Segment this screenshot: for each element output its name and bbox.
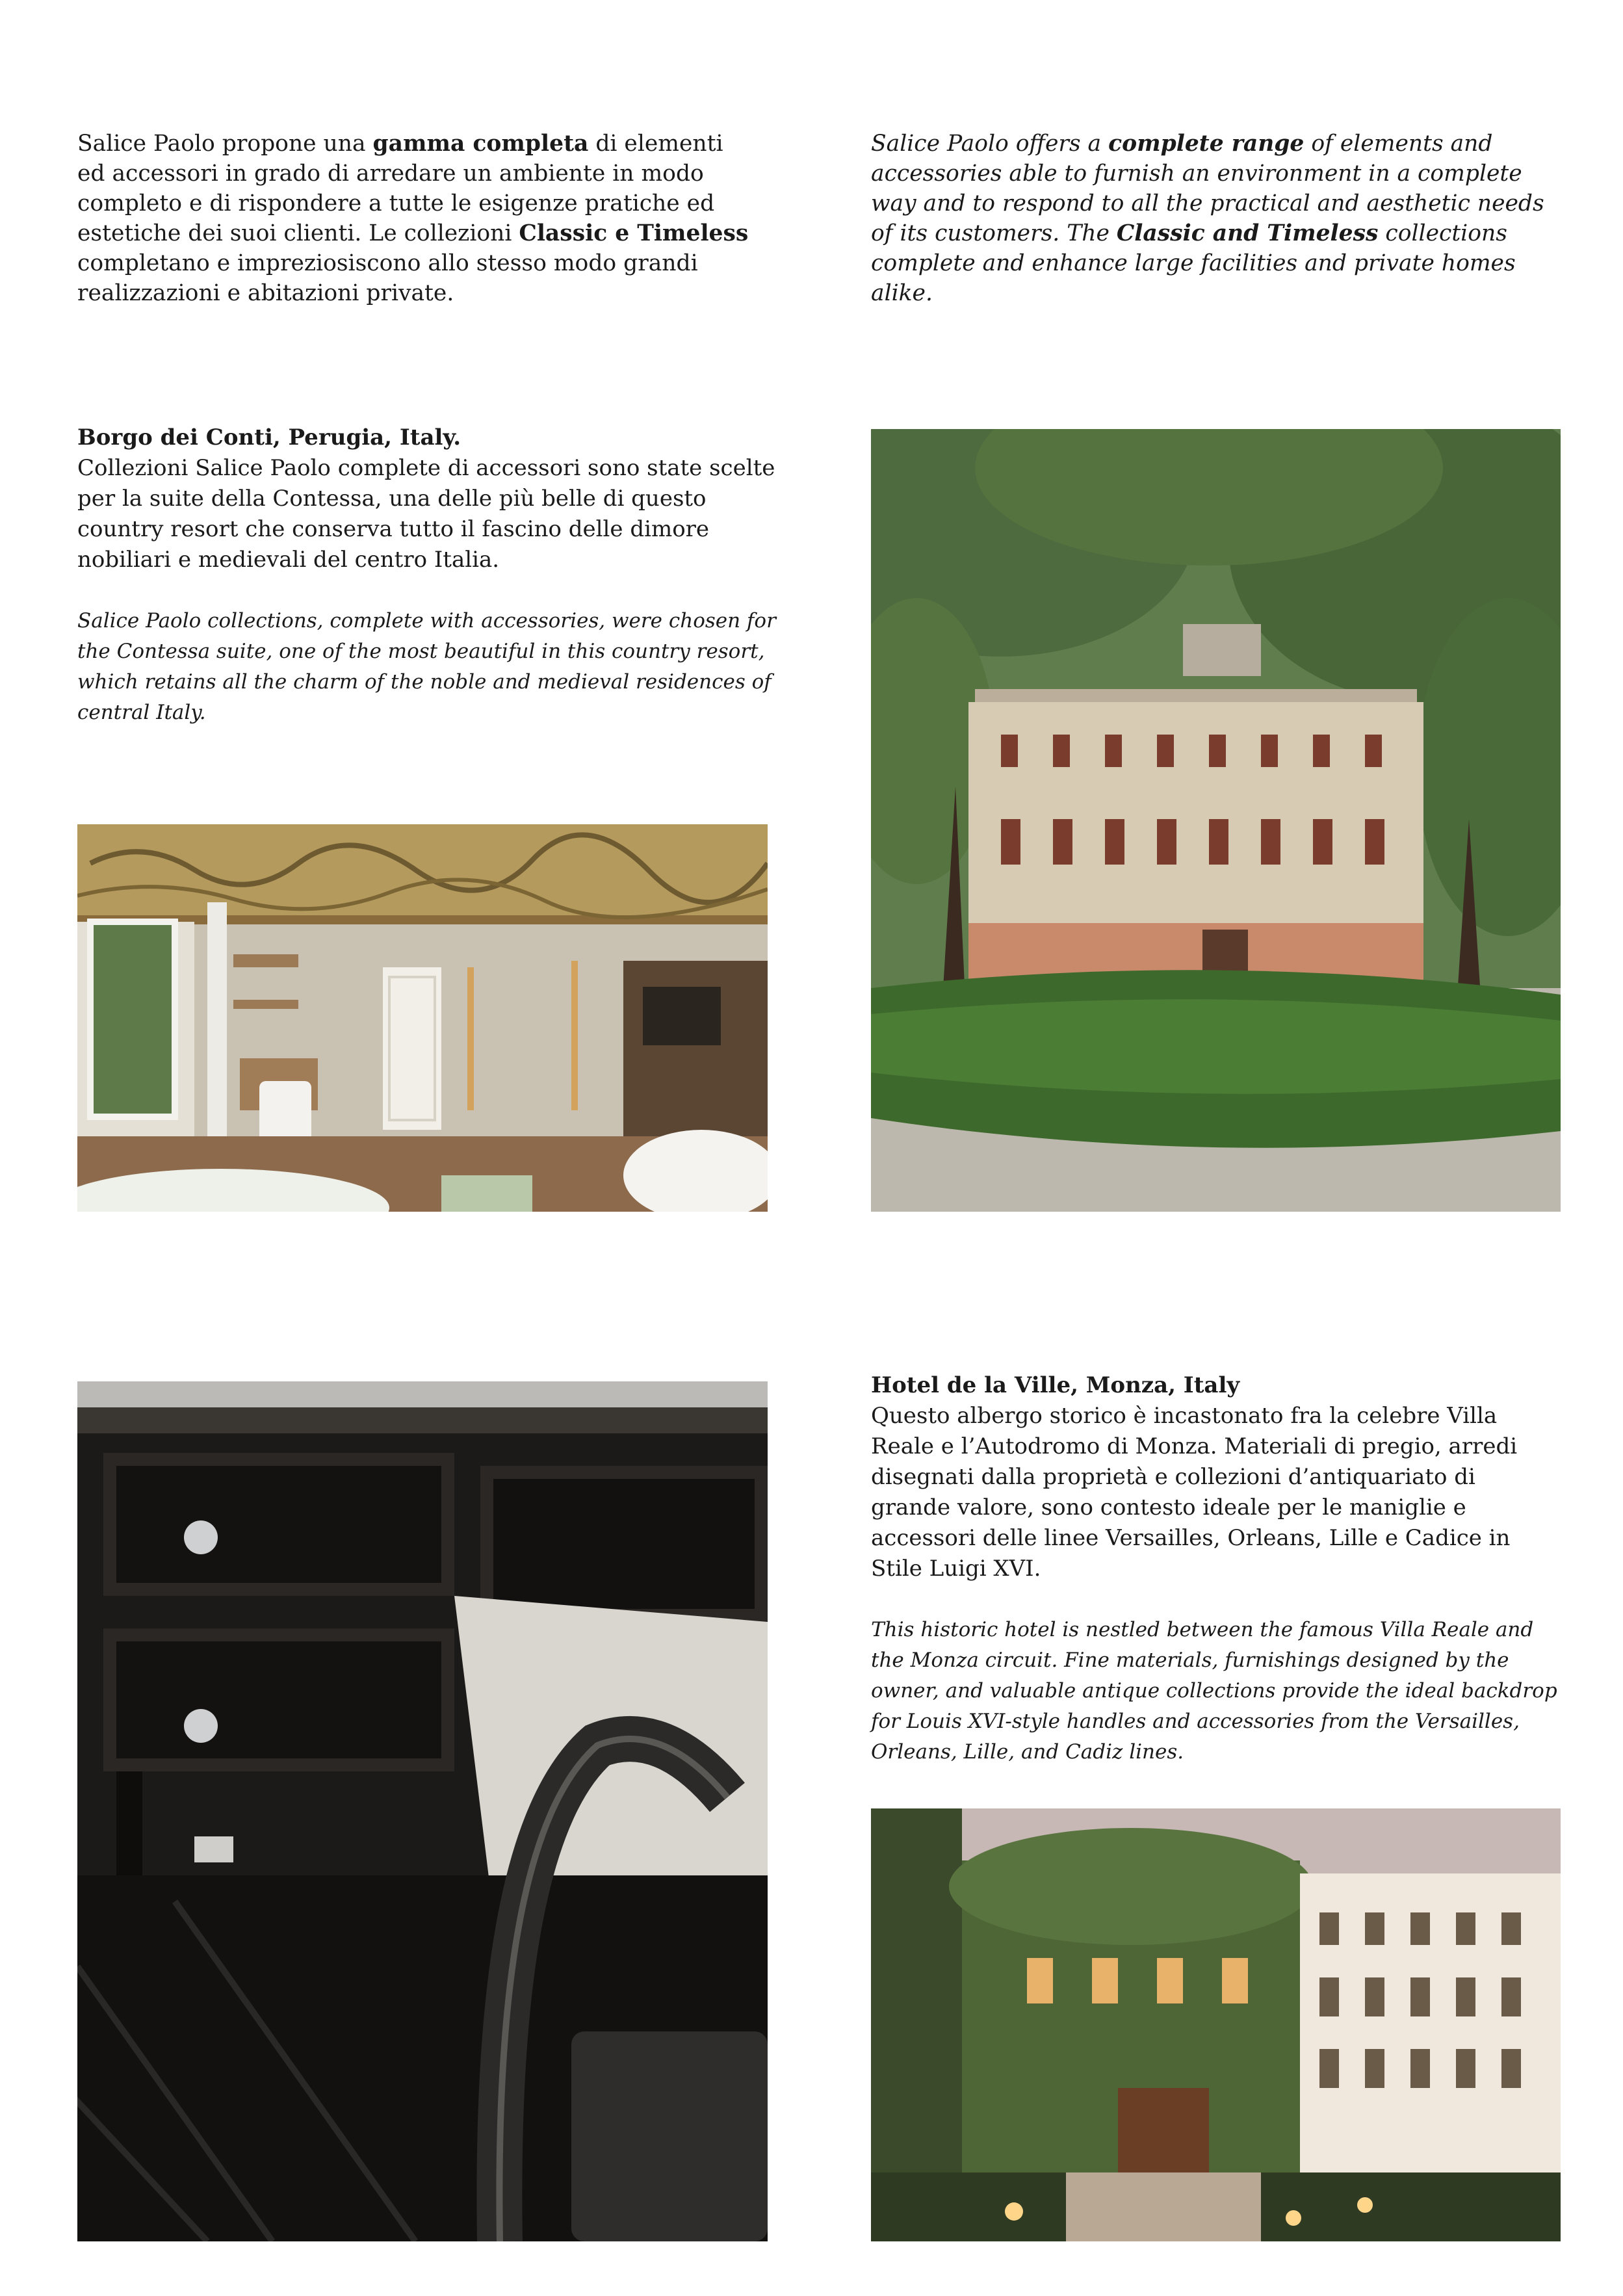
section-italian-text: Questo albergo storico è incastonato fra la celebre Villa Reale e l’Autodromo di Monza. Materiali di pregio, arredi disegnati dalla proprietà e collezioni d’antiquariato di grande valore, sono contesto ideale per le maniglie e accessori delle linee Versailles, Orleans, Lille e Cadice in Stile Luigi XVI. — [871, 1403, 1518, 1582]
intro-it-bold-2: Classic e Timeless — [519, 220, 749, 246]
intro-en-part-2: of elements and accessories able to furnish an environment in a complete way and to respond to all the practical and aesthetic needs of its customers. The — [871, 131, 1544, 246]
intro-it-part-1: Salice Paolo propone una — [77, 131, 373, 157]
intro-english-text — [871, 129, 1547, 308]
section-title: Hotel de la Ville, Monza, Italy — [871, 1372, 1240, 1398]
intro-en-part-1: Salice Paolo offers a — [871, 131, 1109, 157]
section-title: Borgo dei Conti, Perugia, Italy. — [77, 424, 461, 450]
hotel-facade-photo — [871, 1808, 1561, 2241]
intro-en-part-3: collections complete and enhance large facilities and private homes alike. — [871, 220, 1516, 306]
section-borgo-dei-conti — [77, 423, 786, 728]
desk-photo — [77, 1381, 768, 2241]
intro-en-bold-1: complete range — [1108, 131, 1305, 157]
section-english-text: This historic hotel is nestled between the famous Villa Reale and the Monza circuit. Fine materials, furnishings designed by the owner, and valuable antique collections provide the ideal backdrop for Louis XVI-style handles and accessories from the Versailles, Orleans, Lille, and Cadiz lines. — [871, 1618, 1557, 1764]
castle-photo — [871, 429, 1561, 1212]
intro-it-part-3: completano e impreziosiscono allo stesso modo grandi realizzazioni e abitazioni private. — [77, 250, 698, 306]
intro-en-bold-2: Classic and Timeless — [1116, 220, 1379, 246]
intro-it-bold-1: gamma completa — [372, 131, 589, 157]
section-english-text: Salice Paolo collections, complete with accessories, were chosen for the Contessa suite, one of the most beautiful in this country resort, which retains all the charm of the noble and medieval residences of central Italy. — [77, 609, 776, 724]
section-italian-text: Collezioni Salice Paolo complete di accessori sono state scelte per la suite della Contessa, una delle più belle di questo country resort che conserva tutto il fascino delle dimore nobiliari e medievali del centro Italia. — [77, 455, 775, 573]
section-hotel-de-la-ville — [871, 1370, 1560, 1768]
bedroom-photo — [77, 824, 768, 1212]
intro-italian-text — [77, 129, 753, 308]
intro-it-part-2: di elementi ed accessori in grado di arredare un ambiente in modo completo e di rispondere a tutte le esigenze pratiche ed estetiche dei suoi clienti. Le collezioni — [77, 131, 723, 246]
